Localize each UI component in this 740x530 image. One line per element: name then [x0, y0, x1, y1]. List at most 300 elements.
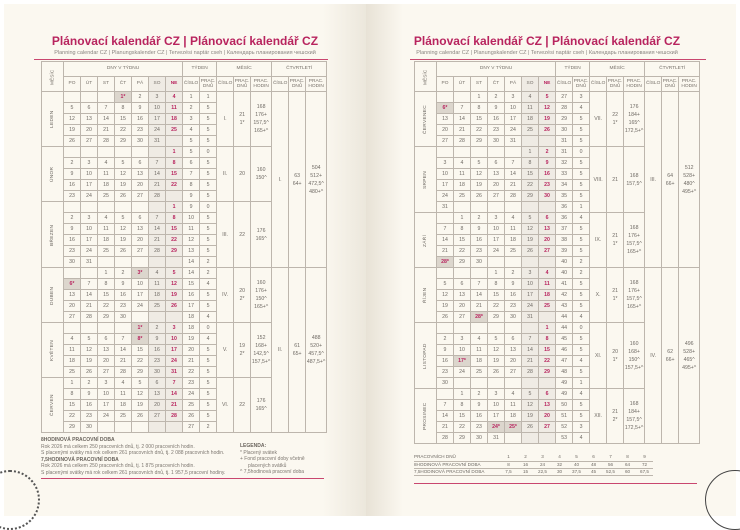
day-cell: 4	[522, 92, 539, 103]
day-cell: 22	[166, 235, 183, 246]
month-number: VII.	[590, 92, 607, 147]
day-cell: 10	[81, 169, 98, 180]
day-cell: 27	[64, 312, 81, 323]
week-number: 30	[556, 125, 573, 136]
week-work-days: 5	[573, 246, 590, 257]
month-work-hours: 176 165^	[251, 202, 272, 268]
month-name: DUBEN	[42, 268, 64, 323]
week-work-days: 5	[573, 125, 590, 136]
week-number: 1	[183, 92, 200, 103]
day-cell: 15	[539, 345, 556, 356]
day-cell: 17	[132, 290, 149, 301]
day-cell: 27	[437, 136, 454, 147]
week-work-days: 5	[200, 411, 217, 422]
week-number: 44	[556, 312, 573, 323]
day-cell	[132, 147, 149, 158]
day-cell: 23	[64, 191, 81, 202]
hours-value: 8	[500, 461, 517, 468]
column-subheader: PRAC. DNŮ	[662, 77, 679, 92]
day-cell: 23	[471, 246, 488, 257]
week-work-days: 5	[200, 345, 217, 356]
day-cell: 24	[166, 356, 183, 367]
day-cell: 31	[149, 136, 166, 147]
calendar-table-h2	[414, 61, 700, 444]
day-cell: 24	[454, 367, 471, 378]
day-header-čt: ČT	[488, 77, 505, 92]
day-cell: 23	[81, 411, 98, 422]
week-number: 36	[556, 213, 573, 224]
day-cell: 22	[488, 301, 505, 312]
week-work-days: 5	[200, 158, 217, 169]
week-work-days: 5	[200, 400, 217, 411]
week-work-days: 5	[200, 235, 217, 246]
day-cell: 9	[471, 400, 488, 411]
week-number: 9	[183, 191, 200, 202]
day-cell	[437, 213, 454, 224]
day-cell: 28	[149, 246, 166, 257]
day-cell	[81, 323, 98, 334]
week-number: 27	[183, 422, 200, 433]
day-cell: 23	[471, 422, 488, 433]
day-cell: 12	[437, 290, 454, 301]
header-row	[415, 62, 700, 77]
week-row	[42, 92, 327, 103]
day-cell: 5	[81, 334, 98, 345]
month-number: II.	[217, 147, 234, 202]
day-cell: 17	[149, 114, 166, 125]
day-cell: 26	[115, 191, 132, 202]
day-cell	[505, 257, 522, 268]
day-cell	[64, 202, 81, 213]
day-cell: 15	[115, 114, 132, 125]
day-cell: 7	[454, 103, 471, 114]
day-cell: 5	[166, 268, 183, 279]
month-work-hours: 160 150^	[251, 147, 272, 202]
day-cell: 1	[98, 268, 115, 279]
title-rule	[34, 59, 328, 60]
day-cell: 26	[539, 125, 556, 136]
day-cell: 1*	[132, 323, 149, 334]
week-work-days: 5	[200, 389, 217, 400]
day-cell: 17	[166, 345, 183, 356]
day-cell: 25	[98, 191, 115, 202]
week-number: 21	[183, 356, 200, 367]
day-cell: 9	[471, 224, 488, 235]
day-cell: 18	[98, 235, 115, 246]
day-cell: 13	[539, 400, 556, 411]
day-cell: 16	[149, 345, 166, 356]
column-subheader: PRAC. HODIN	[624, 77, 645, 92]
day-cell	[81, 147, 98, 158]
day-cell: 11	[98, 169, 115, 180]
week-number: 50	[556, 400, 573, 411]
day-cell: 18	[64, 356, 81, 367]
day-header-pá: PÁ	[505, 77, 522, 92]
day-cell	[505, 378, 522, 389]
month-work-days: 21 2*	[607, 389, 624, 444]
day-cell: 27	[81, 136, 98, 147]
week-header: TÝDEN	[183, 62, 217, 77]
day-cell: 8	[488, 279, 505, 290]
day-header-po: PO	[64, 77, 81, 92]
day-cell: 8	[522, 158, 539, 169]
day-cell: 8	[454, 400, 471, 411]
week-number: 41	[556, 279, 573, 290]
day-cell: 17	[81, 235, 98, 246]
week-work-days: 4	[573, 103, 590, 114]
day-header-po: PO	[437, 77, 454, 92]
week-number: 5	[183, 136, 200, 147]
month-work-days: 19 2*	[234, 323, 251, 378]
week-work-days: 0	[200, 147, 217, 158]
day-cell: 4	[64, 334, 81, 345]
quarter-work-days: 62 66+	[662, 268, 679, 444]
week-number: 51	[556, 411, 573, 422]
day-cell: 13	[98, 345, 115, 356]
week-work-days: 5	[200, 180, 217, 191]
day-cell: 28*	[471, 312, 488, 323]
day-cell: 19	[522, 411, 539, 422]
day-cell: 10	[166, 334, 183, 345]
week-work-days: 5	[200, 356, 217, 367]
day-cell: 28	[454, 136, 471, 147]
month-name: ÚNOR	[42, 147, 64, 202]
day-cell: 5	[471, 158, 488, 169]
day-cell: 30	[505, 312, 522, 323]
quarter-number: III.	[645, 92, 662, 268]
week-work-days: 1	[200, 92, 217, 103]
hours-value: 6	[585, 454, 602, 461]
day-cell	[539, 312, 556, 323]
month-name: SRPEN	[415, 147, 437, 213]
day-cell	[522, 323, 539, 334]
page-title: Plánovací kalendář CZ | Plánovací kalendář CZ	[413, 34, 681, 48]
calendar-table-h1	[41, 61, 327, 433]
h75-line: S placenými svátky má rok celkem 261 pracovních dnů, tj. 1 957,5 pracovní hodiny.	[41, 469, 226, 476]
day-cell: 25	[115, 411, 132, 422]
day-cell: 1	[471, 92, 488, 103]
day-cell: 7	[149, 213, 166, 224]
week-number: 28	[556, 103, 573, 114]
week-work-days: 5	[573, 235, 590, 246]
month-name: ČERVENEC	[415, 92, 437, 147]
day-cell: 10	[149, 103, 166, 114]
day-cell: 29	[64, 422, 81, 433]
quarter-number: I.	[272, 92, 289, 268]
day-cell: 25*	[505, 422, 522, 433]
day-cell	[454, 92, 471, 103]
day-header-st: ST	[471, 77, 488, 92]
day-cell: 4	[149, 268, 166, 279]
day-cell: 24	[488, 246, 505, 257]
day-cell	[454, 268, 471, 279]
day-cell: 26	[471, 191, 488, 202]
day-cell: 31	[488, 433, 505, 444]
day-cell	[132, 422, 149, 433]
day-cell: 12	[81, 345, 98, 356]
hours-value: 60	[619, 468, 636, 475]
day-cell: 2	[488, 92, 505, 103]
week-work-days: 5	[200, 246, 217, 257]
day-cell	[81, 92, 98, 103]
day-cell: 14	[149, 169, 166, 180]
day-cell: 31	[81, 257, 98, 268]
day-cell: 5	[115, 158, 132, 169]
day-cell: 2	[115, 268, 132, 279]
week-number: 7	[183, 169, 200, 180]
day-cell: 30	[115, 312, 132, 323]
day-cell: 17	[522, 290, 539, 301]
day-cell: 18	[149, 290, 166, 301]
month-work-days: 20	[234, 147, 251, 202]
day-header-pá: PÁ	[132, 77, 149, 92]
day-cell: 27	[505, 367, 522, 378]
day-cell	[505, 323, 522, 334]
week-row	[415, 268, 700, 279]
quarter-number: IV.	[645, 268, 662, 444]
day-cell: 11	[454, 169, 471, 180]
week-work-days: 5	[200, 136, 217, 147]
week-number: 14	[183, 268, 200, 279]
week-work-days: 5	[573, 290, 590, 301]
day-cell	[81, 202, 98, 213]
day-cell: 9	[488, 103, 505, 114]
day-cell: 12	[115, 224, 132, 235]
day-cell: 28*	[437, 257, 454, 268]
day-cell	[437, 389, 454, 400]
day-cell: 3	[98, 378, 115, 389]
hours-value: 32	[551, 461, 568, 468]
day-cell: 29	[471, 136, 488, 147]
week-number: 6	[183, 158, 200, 169]
day-cell: 5	[522, 389, 539, 400]
hours-value: 56	[602, 461, 619, 468]
day-cell	[539, 433, 556, 444]
day-cell: 13	[488, 169, 505, 180]
day-cell: 13	[505, 345, 522, 356]
week-number: 44	[556, 323, 573, 334]
day-cell: 20	[149, 400, 166, 411]
column-subheader: PRAC. DNŮ	[607, 77, 624, 92]
day-cell: 19	[64, 125, 81, 136]
day-cell: 15	[454, 235, 471, 246]
day-cell: 19	[488, 356, 505, 367]
day-cell: 9	[81, 389, 98, 400]
day-cell: 17	[488, 235, 505, 246]
month-name: ŘÍJEN	[415, 268, 437, 323]
day-cell: 17	[81, 180, 98, 191]
day-cell: 20	[437, 125, 454, 136]
week-number: 26	[183, 411, 200, 422]
day-cell: 29	[166, 246, 183, 257]
week-work-days: 5	[573, 114, 590, 125]
day-cell: 11	[505, 400, 522, 411]
month-name: ČERVEN	[42, 378, 64, 433]
week-number: 18	[183, 323, 200, 334]
hours-row-label: 8HODINOVÁ PRACOVNÍ DOBA	[414, 461, 500, 468]
day-cell: 9	[505, 279, 522, 290]
day-cell: 30	[132, 136, 149, 147]
day-cell	[505, 433, 522, 444]
day-cell: 1	[539, 323, 556, 334]
day-cell: 2	[505, 268, 522, 279]
week-number: 13	[183, 246, 200, 257]
day-cell: 5	[488, 334, 505, 345]
day-cell: 22	[522, 180, 539, 191]
day-cell: 13	[539, 224, 556, 235]
week-work-days: 0	[200, 202, 217, 213]
day-cell: 15	[522, 169, 539, 180]
week-work-days: 1	[573, 202, 590, 213]
day-cell: 12	[522, 224, 539, 235]
month-number: III.	[217, 202, 234, 268]
header-row	[42, 62, 327, 77]
hours-value: 7,5	[500, 468, 517, 475]
week-number: 3	[183, 114, 200, 125]
day-cell: 28	[437, 433, 454, 444]
day-cell: 1	[522, 147, 539, 158]
column-subheader: PRAC. DNŮ	[234, 77, 251, 92]
day-cell: 14	[98, 114, 115, 125]
week-work-days: 5	[573, 158, 590, 169]
week-work-days: 5	[200, 191, 217, 202]
week-work-days: 5	[573, 411, 590, 422]
day-cell: 23	[115, 301, 132, 312]
month-work-hours: 168 157,5^	[624, 147, 645, 213]
day-cell	[166, 136, 183, 147]
day-cell: 6	[539, 213, 556, 224]
day-cell: 21	[166, 400, 183, 411]
day-cell: 30	[81, 422, 98, 433]
day-cell: 27	[539, 422, 556, 433]
day-cell: 22	[454, 422, 471, 433]
day-cell: 5	[522, 213, 539, 224]
week-number: 39	[556, 246, 573, 257]
day-cell: 8	[64, 389, 81, 400]
day-cell: 3	[81, 158, 98, 169]
month-name: LISTOPAD	[415, 323, 437, 389]
day-cell: 12	[115, 169, 132, 180]
week-work-days: 0	[573, 323, 590, 334]
day-cell	[81, 268, 98, 279]
week-number: 19	[183, 334, 200, 345]
day-cell: 16	[115, 290, 132, 301]
day-cell: 6	[505, 334, 522, 345]
day-cell: 18	[98, 180, 115, 191]
legend	[240, 443, 324, 476]
quarter-work-hours: 496 528+ 465^ 495+^	[679, 268, 700, 444]
column-subheader: ČÍSLO	[645, 77, 662, 92]
day-cell: 28	[166, 411, 183, 422]
quarter-work-hours: 512 528+ 480^ 495+^	[679, 92, 700, 268]
day-cell	[64, 268, 81, 279]
day-cell: 24*	[488, 422, 505, 433]
day-cell: 21	[81, 301, 98, 312]
day-cell: 22	[64, 411, 81, 422]
day-cell: 9	[64, 169, 81, 180]
day-cell: 6	[488, 158, 505, 169]
day-cell: 11	[149, 279, 166, 290]
quarter-work-hours: 488 520+ 457,5^ 487,5+^	[306, 268, 327, 433]
day-cell	[488, 257, 505, 268]
day-cell: 8	[454, 224, 471, 235]
month-work-hours: 168 176+ 157,5^ 165+^	[624, 213, 645, 268]
day-cell: 1	[166, 147, 183, 158]
day-cell: 3	[149, 92, 166, 103]
week-number: 17	[183, 301, 200, 312]
week-work-days: 4	[573, 356, 590, 367]
week-work-days: 5	[200, 103, 217, 114]
week-work-days: 2	[573, 268, 590, 279]
hours-value: 3	[534, 454, 551, 461]
week-work-days: 5	[573, 180, 590, 191]
day-cell	[539, 136, 556, 147]
day-cell: 29	[539, 367, 556, 378]
day-cell: 2	[471, 213, 488, 224]
day-cell	[64, 92, 81, 103]
day-cell: 9	[132, 103, 149, 114]
day-cell: 1	[64, 378, 81, 389]
h8-title: 8HODINOVÁ PRACOVNÍ DOBA	[41, 437, 115, 443]
day-header-ne: NE	[166, 77, 183, 92]
day-cell: 6	[132, 158, 149, 169]
day-cell: 2	[64, 158, 81, 169]
day-cell: 7	[98, 103, 115, 114]
day-cell: 22	[115, 125, 132, 136]
day-cell: 13	[454, 290, 471, 301]
day-cell: 16	[471, 411, 488, 422]
quarter-work-hours: 504 512+ 472,5^ 480+^	[306, 92, 327, 268]
day-cell: 11	[64, 345, 81, 356]
day-cell: 22	[98, 301, 115, 312]
day-cell	[471, 378, 488, 389]
subheader-row	[415, 77, 700, 92]
day-cell: 31	[505, 136, 522, 147]
week-work-days: 5	[200, 114, 217, 125]
week-work-days: 4	[573, 312, 590, 323]
day-cell: 18	[505, 411, 522, 422]
day-cell: 20	[488, 180, 505, 191]
day-cell: 31	[437, 202, 454, 213]
week-work-days: 5	[200, 367, 217, 378]
day-cell	[166, 422, 183, 433]
week-work-days: 5	[573, 301, 590, 312]
hours-value: 16	[517, 461, 534, 468]
day-cell: 20	[81, 125, 98, 136]
h8-line: S placenými svátky má rok celkem 261 pracovních dnů, tj. 2 088 pracovních hodin.	[41, 450, 225, 457]
week-number: 31	[556, 136, 573, 147]
day-cell: 28	[98, 136, 115, 147]
day-cell: 19	[115, 235, 132, 246]
day-cell: 13	[132, 224, 149, 235]
day-cell: 12	[471, 169, 488, 180]
week-work-days: 2	[200, 268, 217, 279]
day-cell: 14	[149, 224, 166, 235]
day-cell: 15	[488, 290, 505, 301]
day-cell	[64, 323, 81, 334]
day-cell: 6	[149, 378, 166, 389]
day-cell	[471, 202, 488, 213]
week-number: 38	[556, 235, 573, 246]
day-cell: 4	[115, 378, 132, 389]
week-number: 46	[556, 345, 573, 356]
day-cell: 12	[539, 103, 556, 114]
day-cell: 12	[64, 114, 81, 125]
day-cell: 29	[98, 312, 115, 323]
day-cell: 27	[98, 367, 115, 378]
day-cell: 9	[539, 158, 556, 169]
week-number: 49	[556, 378, 573, 389]
